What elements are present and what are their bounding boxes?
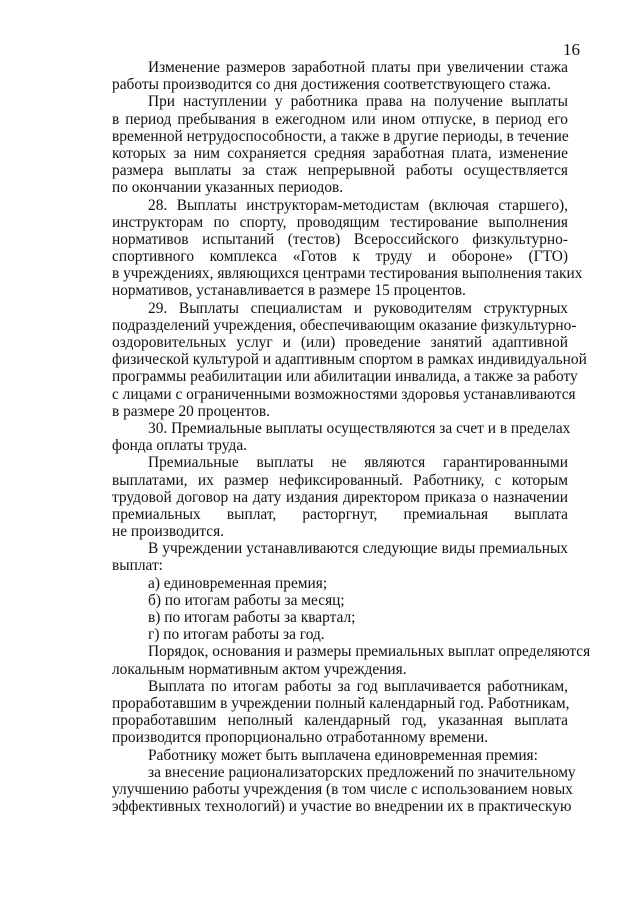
text-line: выплат:	[112, 557, 163, 575]
text-line: работы производится со дня достижения соответствующего стажа.	[112, 76, 551, 94]
text-line: Премиальные выплаты не являются гарантированными	[148, 454, 568, 472]
text-line: спортивного комплекса «Готов к труду и обороне» (ГТО)	[112, 248, 568, 266]
text-line: трудовой договор на дату издания директором приказа о назначении	[112, 488, 568, 506]
page-number: 16	[563, 40, 580, 59]
text-line: нормативов, устанавливается в размере 15 процентов.	[112, 282, 466, 300]
text-line: 29. Выплаты специалистам и руководителям структурных	[148, 299, 568, 317]
text-line: временной нетрудоспособности, а также в другие периоды, в течение	[112, 127, 569, 145]
text-line: проработавшим неполный календарный год, указанная выплата	[112, 712, 568, 730]
text-line: а) единовременная премия;	[148, 574, 328, 592]
text-line: в учреждениях, являющихся центрами тестирования выполнения таких	[112, 265, 583, 283]
text-line: подразделений учреждения, обеспечивающим оказание физкультурно-	[112, 316, 577, 334]
text-line: При наступлении у работника права на получение выплаты	[148, 93, 568, 111]
text-line: премиальных выплат, расторгнут, премиальная выплата	[112, 505, 568, 523]
text-line: физической культурой и адаптивным спортом в рамках индивидуальной	[112, 351, 587, 369]
text-line: инструкторам по спорту, проводящим тестирование выполнения	[112, 213, 568, 231]
text-line: 30. Премиальные выплаты осуществляются за счет и в пределах	[148, 419, 571, 437]
text-line: в период пребывания в ежегодном или ином отпуске, в период его	[112, 110, 568, 128]
text-line: которых за ним сохраняется средняя заработная плата, изменение	[112, 144, 568, 162]
text-line: Порядок, основания и размеры премиальных выплат определяются	[148, 643, 591, 661]
text-line: локальным нормативным актом учреждения.	[112, 660, 407, 678]
text-line: Работнику может быть выплачена единовременная премия:	[148, 746, 538, 764]
text-line: оздоровительных услуг и (или) проведение занятий адаптивной	[112, 334, 568, 351]
text-line: в) по итогам работы за квартал;	[148, 609, 356, 626]
text-line: Изменение размеров заработной платы при увеличении стажа	[148, 59, 568, 76]
text-line: выплатами, их размер нефиксированный. Работнику, с которым	[112, 471, 568, 489]
text-line: в размере 20 процентов.	[112, 402, 270, 420]
text-line: Выплата по итогам работы за год выплачивается работникам,	[148, 677, 568, 695]
text-line: производится пропорционально отработанному времени.	[112, 729, 489, 747]
text-line: за внесение рационализаторских предложений по значительному	[148, 763, 576, 781]
text-line: г) по итогам работы за год.	[148, 626, 325, 644]
text-line: по окончании указанных периодов.	[112, 179, 344, 197]
text-line: проработавшим в учреждении полный календарный год. Работникам,	[112, 694, 570, 712]
text-line: б) по итогам работы за месяц;	[148, 591, 345, 609]
document-body	[112, 59, 591, 816]
text-line: эффективных технологий) и участие во внедрении их в практическую	[112, 798, 572, 816]
text-line: размера выплаты за стаж непрерывной работы осуществляется	[112, 162, 568, 180]
text-line: улучшению работы учреждения (в том числе с использованием новых	[112, 780, 573, 798]
text-line: В учреждении устанавливаются следующие виды премиальных	[148, 540, 568, 558]
text-line: нормативов испытаний (тестов) Всероссийского физкультурно-	[112, 230, 568, 248]
text-line: программы реабилитации или абилитации инвалида, а также за работу	[112, 368, 578, 386]
text-line: с лицами с ограниченными возможностями здоровья устанавливаются	[112, 385, 576, 403]
text-line: не производится.	[112, 523, 225, 541]
text-line: фонда оплаты труда.	[112, 437, 248, 455]
text-line: 28. Выплаты инструкторам-методистам (включая старшего),	[148, 196, 568, 214]
